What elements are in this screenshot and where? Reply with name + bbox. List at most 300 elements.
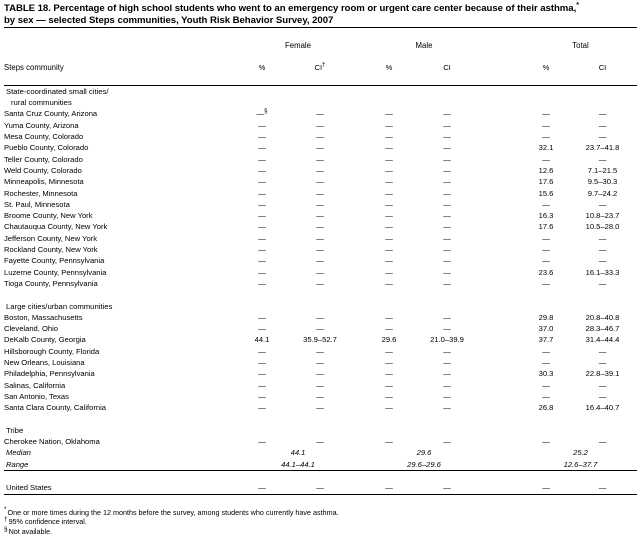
cell-female-ci	[284, 278, 356, 289]
summary-total-value: 12.6–37.7	[563, 459, 598, 469]
cell-male-pct-value: —	[385, 324, 393, 334]
cell-total-ci-value: 10.5–28.0	[585, 222, 620, 232]
cell-total-pct	[524, 334, 568, 345]
cell-female-pct	[240, 221, 284, 232]
cell-female-pct	[240, 402, 284, 413]
cell-male-ci-value: —	[443, 403, 451, 413]
cell-female-ci	[284, 176, 356, 187]
cell-total-pct	[524, 108, 568, 119]
row-community-name	[4, 402, 240, 413]
footnote-0	[4, 508, 637, 518]
cell-female-ci	[284, 142, 356, 153]
cell-total-pct-value: —	[542, 132, 550, 142]
cell-total-ci-value: 9.7–24.2	[587, 188, 618, 198]
us-total-ci-value: —	[598, 483, 607, 493]
cell-female-pct	[240, 108, 284, 119]
cell-gap-2	[482, 368, 524, 379]
cell-male-ci-value: —	[443, 177, 451, 187]
cell-gap-1	[356, 380, 366, 391]
us-male-ci-value: —	[443, 483, 451, 493]
cell-male-ci	[412, 323, 482, 334]
page-title	[0, 0, 641, 27]
cell-gap-2	[482, 346, 524, 357]
cell-female-pct	[240, 233, 284, 244]
us-gap-2	[482, 482, 524, 494]
cell-total-pct	[524, 346, 568, 357]
row-community-name-value: Jefferson County, New York	[4, 233, 98, 243]
cell-total-ci	[568, 165, 637, 176]
cell-female-pct-value: 44.1	[254, 335, 270, 345]
cell-male-ci-value: —	[443, 211, 451, 221]
col-header-female-ci-label: CI	[314, 63, 323, 73]
us-male-ci	[412, 482, 482, 494]
cell-female-ci-value: —	[316, 369, 324, 379]
cell-gap-2	[482, 176, 524, 187]
cell-male-ci-value: —	[443, 267, 451, 277]
cell-female-pct	[240, 278, 284, 289]
cell-male-pct-value: —	[385, 132, 393, 142]
cell-male-pct	[366, 233, 412, 244]
cell-male-pct-value: —	[385, 120, 393, 130]
cell-female-ci-value: —	[316, 132, 324, 142]
footnote-2	[4, 527, 637, 537]
cell-female-ci	[284, 131, 356, 142]
cell-total-pct	[524, 120, 568, 131]
cell-female-pct	[240, 346, 284, 357]
cell-male-pct-value: —	[385, 267, 393, 277]
cell-gap-2	[482, 357, 524, 368]
footnote-marker-0: *	[4, 506, 7, 514]
cell-gap-2	[482, 267, 524, 278]
cell-gap-1	[356, 154, 366, 165]
cell-male-pct	[366, 436, 412, 447]
cell-female-ci-value: —	[316, 109, 324, 119]
cell-female-ci-value: —	[316, 312, 324, 322]
group-rule-male	[366, 51, 482, 62]
summary-gap-1	[356, 459, 366, 471]
cell-gap-2	[482, 108, 524, 119]
cell-total-ci-value: —	[598, 391, 607, 401]
cell-female-pct	[240, 244, 284, 255]
cell-male-pct-value: —	[385, 165, 393, 175]
cell-male-pct	[366, 278, 412, 289]
cell-male-ci-value: —	[443, 278, 451, 288]
section-spacer-2	[4, 414, 637, 425]
cell-female-pct-marker: §	[264, 108, 268, 115]
cell-female-pct	[240, 131, 284, 142]
cell-total-pct	[524, 199, 568, 210]
cell-gap-2	[482, 380, 524, 391]
table-row	[4, 199, 637, 210]
cell-female-pct-value: —	[256, 109, 265, 119]
section-spacer-1	[4, 289, 637, 300]
table-row	[4, 323, 637, 334]
us-female-ci-value: —	[316, 483, 324, 493]
table-row	[4, 244, 637, 255]
cell-female-ci-value: —	[316, 380, 324, 390]
cell-total-pct-value: —	[542, 245, 550, 255]
cell-total-pct	[524, 244, 568, 255]
summary-label-value: Median	[6, 448, 31, 458]
cell-gap-1	[356, 334, 366, 345]
summary-row-range	[4, 459, 637, 471]
cell-male-ci-value: —	[443, 132, 451, 142]
cell-gap-1	[356, 188, 366, 199]
row-community-name-value: Chautauqua County, New York	[4, 222, 108, 232]
cell-male-ci	[412, 188, 482, 199]
cell-male-pct	[366, 142, 412, 153]
cell-total-ci	[568, 267, 637, 278]
us-male-pct	[366, 482, 412, 494]
cell-female-ci	[284, 120, 356, 131]
table-row	[4, 221, 637, 232]
cell-female-pct-value: —	[258, 222, 266, 232]
cell-female-pct-value: —	[258, 154, 266, 164]
cell-female-pct-value: —	[258, 233, 266, 243]
cell-total-ci	[568, 391, 637, 402]
row-community-name	[4, 323, 240, 334]
cell-female-pct-value: —	[258, 143, 266, 153]
cell-male-pct	[366, 312, 412, 323]
row-community-name	[4, 346, 240, 357]
cell-total-ci-value: 16.1–33.3	[585, 267, 620, 277]
cell-total-pct	[524, 323, 568, 334]
table-row	[4, 255, 637, 266]
summary-total	[524, 459, 637, 471]
cell-male-ci-value: —	[443, 369, 451, 379]
cell-gap-1	[356, 436, 366, 447]
cell-male-pct-value: —	[385, 199, 393, 209]
cell-female-ci-value: —	[316, 346, 324, 356]
cell-male-pct	[366, 131, 412, 142]
cell-gap-1	[356, 357, 366, 368]
section-heading-row	[4, 85, 637, 97]
cell-female-ci	[284, 346, 356, 357]
row-community-name	[4, 176, 240, 187]
pre-total-rule-cell	[4, 470, 637, 482]
cell-female-pct	[240, 334, 284, 345]
table-row	[4, 357, 637, 368]
cell-total-ci	[568, 278, 637, 289]
cell-gap-2	[482, 120, 524, 131]
cell-male-ci	[412, 165, 482, 176]
us-total-pct	[524, 482, 568, 494]
cell-female-ci	[284, 380, 356, 391]
cell-total-pct	[524, 233, 568, 244]
cell-total-pct	[524, 188, 568, 199]
row-community-name	[4, 357, 240, 368]
cell-total-pct-value: —	[542, 256, 550, 266]
cell-total-pct	[524, 312, 568, 323]
table-row	[4, 380, 637, 391]
summary-row-median	[4, 447, 637, 458]
cell-gap-1	[356, 323, 366, 334]
cell-total-pct	[524, 221, 568, 232]
cell-total-ci-value: 31.4–44.4	[585, 335, 620, 345]
row-community-name	[4, 210, 240, 221]
cell-male-pct-value: —	[385, 245, 393, 255]
cell-female-pct-value: —	[258, 391, 266, 401]
cell-female-ci-value: —	[316, 403, 324, 413]
cell-male-pct-value: —	[385, 358, 393, 368]
table-row	[4, 436, 637, 447]
cell-total-ci-value: 16.4–40.7	[585, 403, 620, 413]
cell-male-pct	[366, 108, 412, 119]
cell-gap-2	[482, 233, 524, 244]
cell-female-pct	[240, 357, 284, 368]
page-title-line1: TABLE 18. Percentage of high school students who went to an emergency room or urgent care center because of their asthma,	[4, 3, 577, 14]
col-header-male-ci: CI	[443, 63, 451, 73]
summary-label-value: Range	[6, 459, 29, 469]
cell-female-pct-value: —	[258, 324, 266, 334]
cell-female-ci	[284, 221, 356, 232]
cell-total-ci	[568, 188, 637, 199]
cell-total-pct-value: 12.6	[538, 165, 554, 175]
section-heading-row	[4, 301, 637, 312]
cell-total-ci	[568, 380, 637, 391]
row-community-name-value: Santa Cruz County, Arizona	[4, 109, 98, 119]
table-row	[4, 278, 637, 289]
cell-male-ci	[412, 368, 482, 379]
cell-total-pct	[524, 267, 568, 278]
cell-total-pct-value: 15.6	[538, 188, 554, 198]
row-community-name-value: Teller County, Colorado	[4, 154, 83, 164]
cell-male-ci-value: —	[443, 165, 451, 175]
cell-male-ci-value: —	[443, 391, 451, 401]
united-states-row	[4, 482, 637, 494]
cell-male-pct	[366, 176, 412, 187]
cell-total-pct-value: —	[542, 358, 550, 368]
row-community-name-value: Salinas, California	[4, 380, 66, 390]
table-row	[4, 142, 637, 153]
cell-gap-1	[356, 210, 366, 221]
cell-total-ci	[568, 210, 637, 221]
col-header-gap-2	[482, 62, 524, 73]
table-row	[4, 346, 637, 357]
cell-female-pct-value: —	[258, 177, 266, 187]
cell-male-ci-value: —	[443, 109, 451, 119]
header-bottom-rule	[4, 74, 637, 86]
cell-male-ci-value: —	[443, 256, 451, 266]
cell-male-ci-value: —	[443, 358, 451, 368]
cell-female-ci-value: —	[316, 278, 324, 288]
row-community-name-value: Boston, Massachusetts	[4, 312, 83, 322]
cell-gap-1	[356, 176, 366, 187]
cell-male-pct	[366, 357, 412, 368]
cell-total-pct-value: 23.6	[538, 267, 554, 277]
cell-gap-1	[356, 131, 366, 142]
cell-gap-1	[356, 233, 366, 244]
cell-male-ci-value: —	[443, 188, 451, 198]
section-heading: Large cities/urban communities	[6, 301, 113, 311]
cell-total-pct	[524, 402, 568, 413]
table-row	[4, 120, 637, 131]
cell-female-pct-value: —	[258, 358, 266, 368]
cell-total-pct-value: 17.6	[538, 222, 554, 232]
united-states-label	[4, 482, 240, 494]
table-top-rule	[4, 28, 637, 40]
group-rule-gap-1	[356, 51, 366, 62]
cell-female-pct-value: —	[258, 312, 266, 322]
cell-total-ci-value: 20.8–40.8	[585, 312, 620, 322]
cell-male-ci-value: —	[443, 222, 451, 232]
summary-female	[240, 459, 356, 471]
cell-male-pct-value: —	[385, 233, 393, 243]
cell-female-pct-value: —	[258, 369, 266, 379]
cell-total-ci-value: 28.3–46.7	[585, 324, 620, 334]
section-heading: Tribe	[6, 425, 24, 435]
cell-total-ci	[568, 312, 637, 323]
cell-female-ci	[284, 233, 356, 244]
col-header-female-pct: %	[258, 63, 266, 73]
row-community-name	[4, 312, 240, 323]
row-community-name	[4, 391, 240, 402]
cell-gap-2	[482, 402, 524, 413]
cell-male-pct-value: —	[385, 346, 393, 356]
cell-male-ci	[412, 312, 482, 323]
cell-female-ci	[284, 255, 356, 266]
cell-male-pct-value: 29.6	[381, 335, 397, 345]
cell-total-pct-value: —	[542, 278, 550, 288]
cell-male-ci-value: —	[443, 199, 451, 209]
cell-female-pct-value: —	[258, 211, 266, 221]
row-community-name-value: Rochester, Minnesota	[4, 188, 78, 198]
cell-total-ci-value: —	[598, 380, 607, 390]
cell-female-ci	[284, 357, 356, 368]
cell-total-ci	[568, 199, 637, 210]
summary-gap-2	[482, 447, 524, 458]
row-community-name	[4, 233, 240, 244]
summary-label	[4, 459, 240, 471]
us-total-ci	[568, 482, 637, 494]
cell-female-ci-value: —	[316, 391, 324, 401]
cell-female-ci-value: —	[316, 245, 324, 255]
cell-female-ci-value: —	[316, 177, 324, 187]
cell-male-ci	[412, 120, 482, 131]
footnote-marker-2: §	[4, 525, 8, 533]
footnote-text-1: 95% confidence interval.	[8, 517, 87, 527]
cell-total-pct-value: —	[542, 437, 550, 447]
table-row	[4, 312, 637, 323]
cell-gap-2	[482, 131, 524, 142]
row-community-name-value: DeKalb County, Georgia	[4, 335, 86, 345]
summary-male	[366, 459, 482, 471]
cell-female-ci	[284, 188, 356, 199]
table-row	[4, 154, 637, 165]
title-footnote-marker: *	[576, 1, 579, 9]
cell-male-pct	[366, 402, 412, 413]
cell-male-ci	[412, 142, 482, 153]
cell-male-pct-value: —	[385, 177, 393, 187]
footnote-text-0: One or more times during the 12 months before the survey, among students who currently have asthma.	[7, 507, 339, 517]
cell-total-ci-value: —	[598, 245, 607, 255]
cell-gap-1	[356, 244, 366, 255]
cell-total-ci	[568, 244, 637, 255]
pre-total-rule	[4, 470, 637, 482]
cell-female-pct-value: —	[258, 245, 266, 255]
cell-female-ci	[284, 323, 356, 334]
cell-total-pct-value: 17.6	[538, 177, 554, 187]
cell-total-pct	[524, 176, 568, 187]
cell-total-pct	[524, 391, 568, 402]
table-bottom-rule-cell	[4, 494, 637, 506]
cell-male-pct-value: —	[385, 380, 393, 390]
cell-female-pct	[240, 312, 284, 323]
row-community-name-value: San Antonio, Texas	[4, 391, 69, 401]
footnote-marker-1: †	[4, 516, 8, 524]
cell-male-pct	[366, 154, 412, 165]
table-row	[4, 267, 637, 278]
cell-male-ci-value: —	[443, 346, 451, 356]
col-header-female-ci	[284, 62, 356, 73]
cell-total-pct-value: —	[542, 233, 550, 243]
cell-total-ci-value: 7.1–21.5	[587, 165, 618, 175]
cell-female-ci	[284, 199, 356, 210]
cell-total-ci-value: —	[598, 233, 607, 243]
table-row	[4, 108, 637, 119]
cell-gap-2	[482, 278, 524, 289]
section-spacer-2-cell	[4, 414, 637, 425]
cell-male-pct	[366, 210, 412, 221]
cell-total-pct-value: —	[542, 120, 550, 130]
cell-male-pct-value: —	[385, 391, 393, 401]
cell-female-ci	[284, 334, 356, 345]
cell-female-pct-value: —	[258, 346, 266, 356]
row-community-name-value: Rockland County, New York	[4, 245, 98, 255]
cell-male-pct-value: —	[385, 369, 393, 379]
row-community-name-value: Broome County, New York	[4, 211, 93, 221]
section-heading-row	[4, 425, 637, 436]
us-male-pct-value: —	[385, 483, 393, 493]
cell-male-ci	[412, 210, 482, 221]
cell-gap-1	[356, 165, 366, 176]
cell-female-ci-value: —	[316, 165, 324, 175]
cell-total-ci-value: —	[598, 154, 607, 164]
column-header-row	[4, 62, 637, 73]
group-label-total: Total	[572, 40, 589, 50]
cell-female-pct	[240, 380, 284, 391]
cell-gap-1	[356, 391, 366, 402]
cell-female-pct-value: —	[258, 188, 266, 198]
cell-female-ci-value: —	[316, 324, 324, 334]
cell-total-pct	[524, 165, 568, 176]
cell-male-ci	[412, 334, 482, 345]
cell-male-ci	[412, 391, 482, 402]
group-rules-row	[4, 51, 637, 62]
cell-total-pct-value: 37.0	[538, 324, 554, 334]
row-community-name-value: St. Paul, Minnesota	[4, 199, 70, 209]
cell-female-ci-value: —	[316, 154, 324, 164]
cell-male-ci	[412, 346, 482, 357]
cell-gap-2	[482, 391, 524, 402]
cell-gap-1	[356, 255, 366, 266]
cell-total-pct	[524, 380, 568, 391]
summary-female-value: 44.1–44.1	[281, 459, 315, 469]
cell-female-pct-value: —	[258, 437, 266, 447]
cell-female-ci-value: —	[316, 199, 324, 209]
footnote-text-2: Not available.	[8, 527, 53, 537]
table-row	[4, 131, 637, 142]
cell-total-ci-value: —	[598, 199, 607, 209]
cell-gap-1	[356, 368, 366, 379]
cell-male-pct	[366, 323, 412, 334]
cell-gap-2	[482, 221, 524, 232]
cell-male-pct-value: —	[385, 222, 393, 232]
cell-total-ci	[568, 402, 637, 413]
cell-male-ci	[412, 357, 482, 368]
summary-female-value: 44.1	[290, 448, 306, 458]
cell-total-ci	[568, 142, 637, 153]
